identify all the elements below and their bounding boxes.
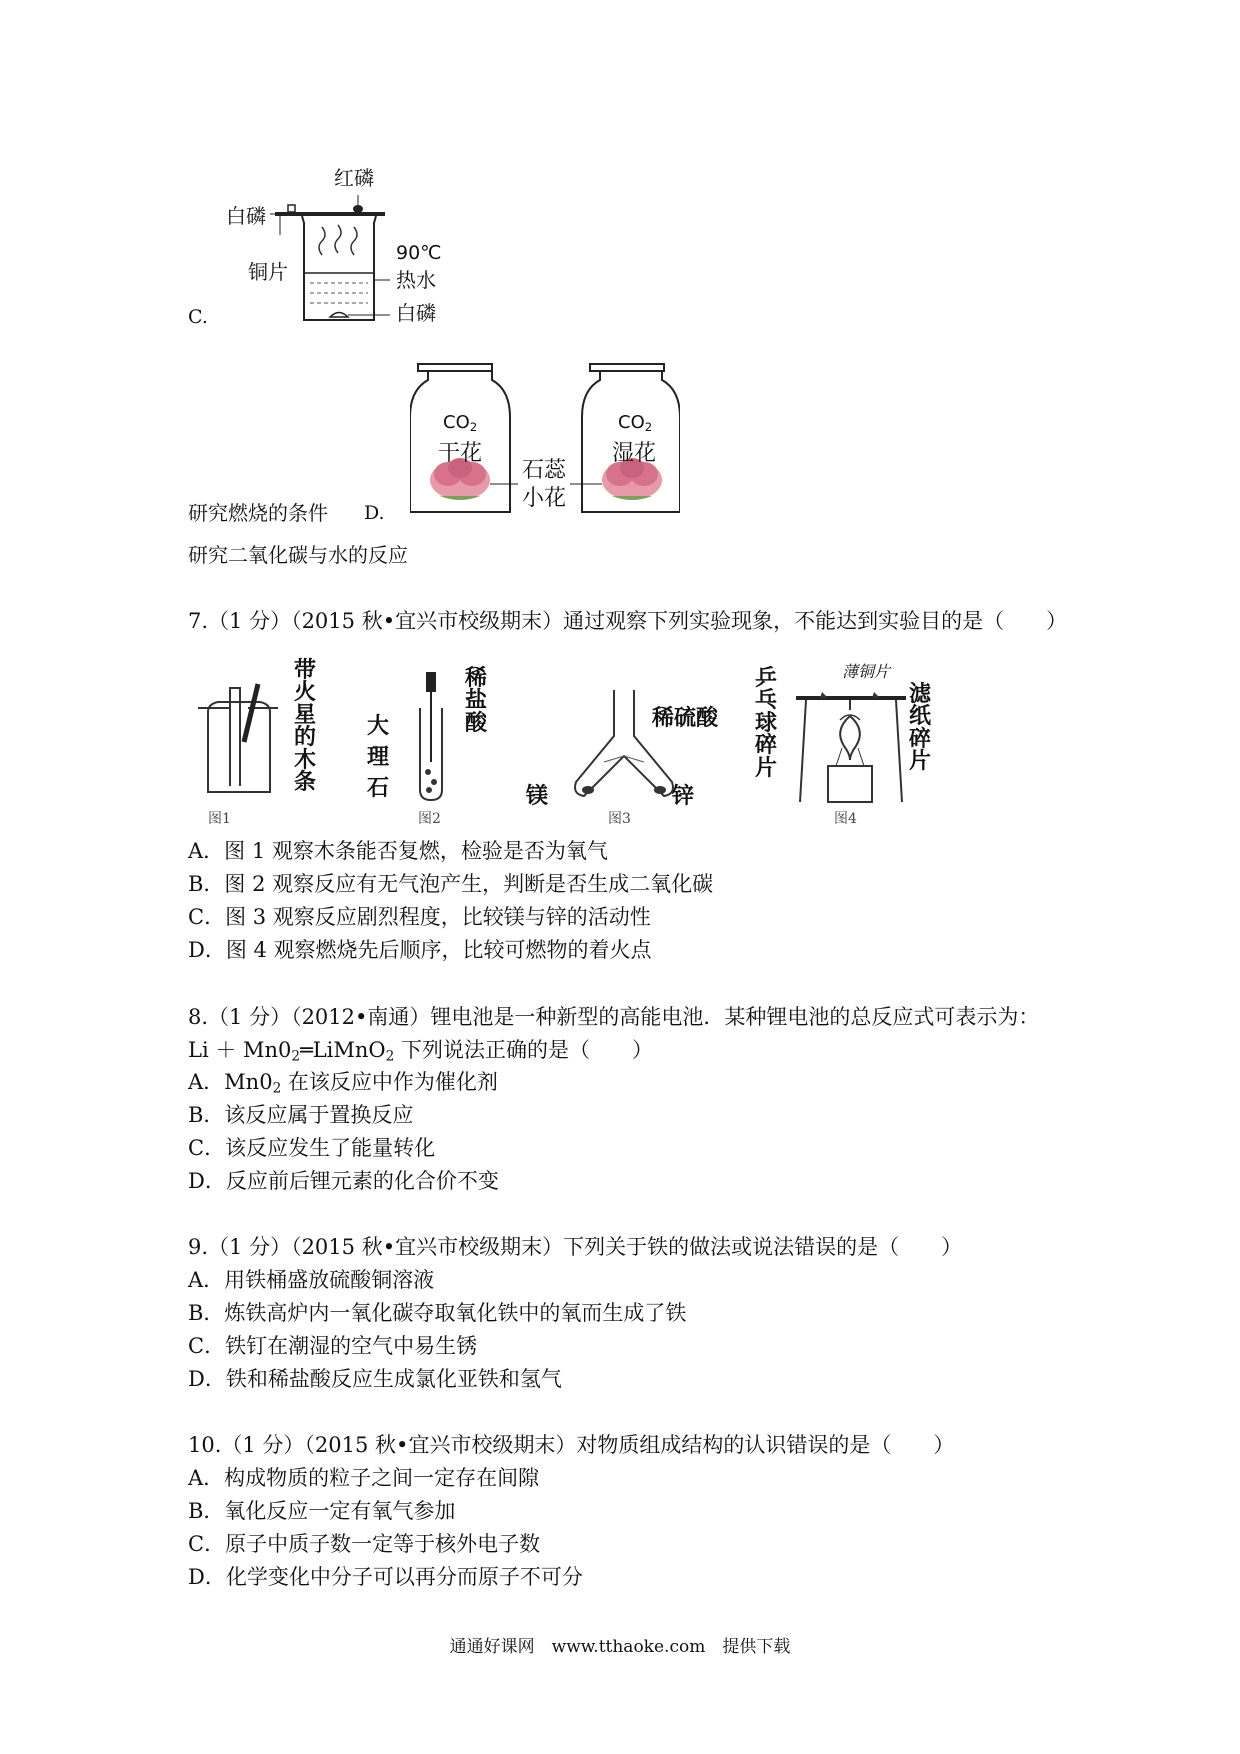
combustion-apparatus-figure bbox=[270, 195, 410, 330]
q8-equation: $Li + Mn0_2═LiMnO_2$ 下列说法正确的是（ ） bbox=[188, 1038, 654, 1065]
label-dilute-hcl: 稀盐酸 bbox=[464, 666, 487, 736]
label-small-flower: 小花 bbox=[522, 486, 567, 511]
label-wet-flower: 湿花 bbox=[612, 441, 657, 466]
q8-option-d: D．反应前后锂元素的化合价不变 bbox=[188, 1169, 499, 1193]
q8-option-a: A．$Mn0_2$ 在该反应中作为催化剂 bbox=[188, 1070, 498, 1097]
q9-option-b: B．炼铁高炉内一氧化碳夺取氧化铁中的氧而生成了铁 bbox=[188, 1301, 687, 1325]
label-magnesium: 镁 bbox=[526, 784, 549, 809]
label-glowing-splint: 带火星的木条 bbox=[293, 658, 316, 796]
label-hot-water: 热水 bbox=[396, 268, 436, 292]
option-c-caption: 研究燃烧的条件 bbox=[188, 501, 328, 525]
q8-stem: 8.（1 分）（2012•南通）锂电池是一种新型的高能电池．某种锂电池的总反应式可表示为： bbox=[188, 1005, 1040, 1029]
label-litmus: 石蕊 bbox=[522, 458, 567, 483]
label-marble: 大理石 bbox=[366, 714, 389, 801]
q10-option-d: D．化学变化中分子可以再分而原子不可分 bbox=[188, 1565, 583, 1589]
q10-stem: 10.（1 分）（2015 秋•宜兴市校级期末）对物质组成结构的认识错误的是（ ） bbox=[188, 1433, 955, 1457]
q10-option-b: B．氧化反应一定有氧气参加 bbox=[188, 1499, 456, 1523]
figure-4-caption: 图4 bbox=[834, 811, 857, 827]
label-dilute-h2so4: 稀硫酸 bbox=[652, 706, 719, 731]
figure-2-caption: 图2 bbox=[418, 811, 441, 827]
label-filter-paper-fragments: 滤纸碎片 bbox=[908, 682, 931, 775]
figure-1-bottle bbox=[198, 682, 278, 796]
q10-option-c: C．原子中质子数一定等于核外电子数 bbox=[188, 1532, 541, 1556]
q9-option-c: C．铁钉在潮湿的空气中易生锈 bbox=[188, 1334, 478, 1358]
option-d-caption: 研究二氧化碳与水的反应 bbox=[188, 543, 408, 567]
q7-option-d: D．图 4 观察燃烧先后顺序，比较可燃物的着火点 bbox=[188, 938, 652, 962]
q9-option-a: A．用铁桶盛放硫酸铜溶液 bbox=[188, 1268, 435, 1292]
q9-stem: 9.（1 分）（2015 秋•宜兴市校级期末）下列关于铁的做法或说法错误的是（ ） bbox=[188, 1235, 963, 1259]
figure-1-caption: 图1 bbox=[208, 811, 231, 827]
label-red-phosphorus: 红磷 bbox=[334, 166, 374, 190]
q7-option-b: B．图 2 观察反应有无气泡产生，判断是否生成二氧化碳 bbox=[188, 872, 714, 896]
label-white-phosphorus-top: 白磷 bbox=[226, 204, 266, 228]
label-temperature: 90℃ bbox=[396, 242, 442, 264]
label-pingpong-fragments: 乒乓球碎片 bbox=[754, 666, 777, 781]
label-white-phosphorus-bottom: 白磷 bbox=[396, 301, 436, 325]
q7-stem: 7.（1 分）（2015 秋•宜兴市校级期末）通过观察下列实验现象，不能达到实验目的是（ ） bbox=[188, 609, 1068, 633]
q7-option-a: A．图 1 观察木条能否复燃，检验是否为氧气 bbox=[188, 839, 608, 863]
q8-option-b: B．该反应属于置换反应 bbox=[188, 1103, 414, 1127]
figure-4-tripod bbox=[796, 680, 906, 805]
label-co2-right: $CO_2$ bbox=[618, 412, 653, 434]
label-co2-left: $CO_2$ bbox=[443, 412, 478, 434]
q8-option-c: C．该反应发生了能量转化 bbox=[188, 1136, 436, 1160]
label-thin-copper: 薄铜片 bbox=[842, 662, 891, 681]
q7-option-c: C．图 3 观察反应剧烈程度，比较镁与锌的活动性 bbox=[188, 905, 651, 929]
option-c-letter: C. bbox=[188, 306, 208, 328]
label-zinc: 锌 bbox=[672, 784, 695, 809]
label-dry-flower: 干花 bbox=[438, 441, 483, 466]
figure-3-caption: 图3 bbox=[608, 811, 631, 827]
page-footer: 通通好课网 www.tthaoke.com 提供下载 bbox=[449, 1637, 791, 1657]
label-copper-sheet: 铜片 bbox=[248, 260, 288, 284]
q9-option-d: D．铁和稀盐酸反应生成氯化亚铁和氢气 bbox=[188, 1367, 562, 1391]
q10-option-a: A．构成物质的粒子之间一定存在间隙 bbox=[188, 1466, 540, 1490]
option-d-letter: D. bbox=[364, 502, 385, 524]
figure-2-test-tube bbox=[412, 672, 452, 802]
